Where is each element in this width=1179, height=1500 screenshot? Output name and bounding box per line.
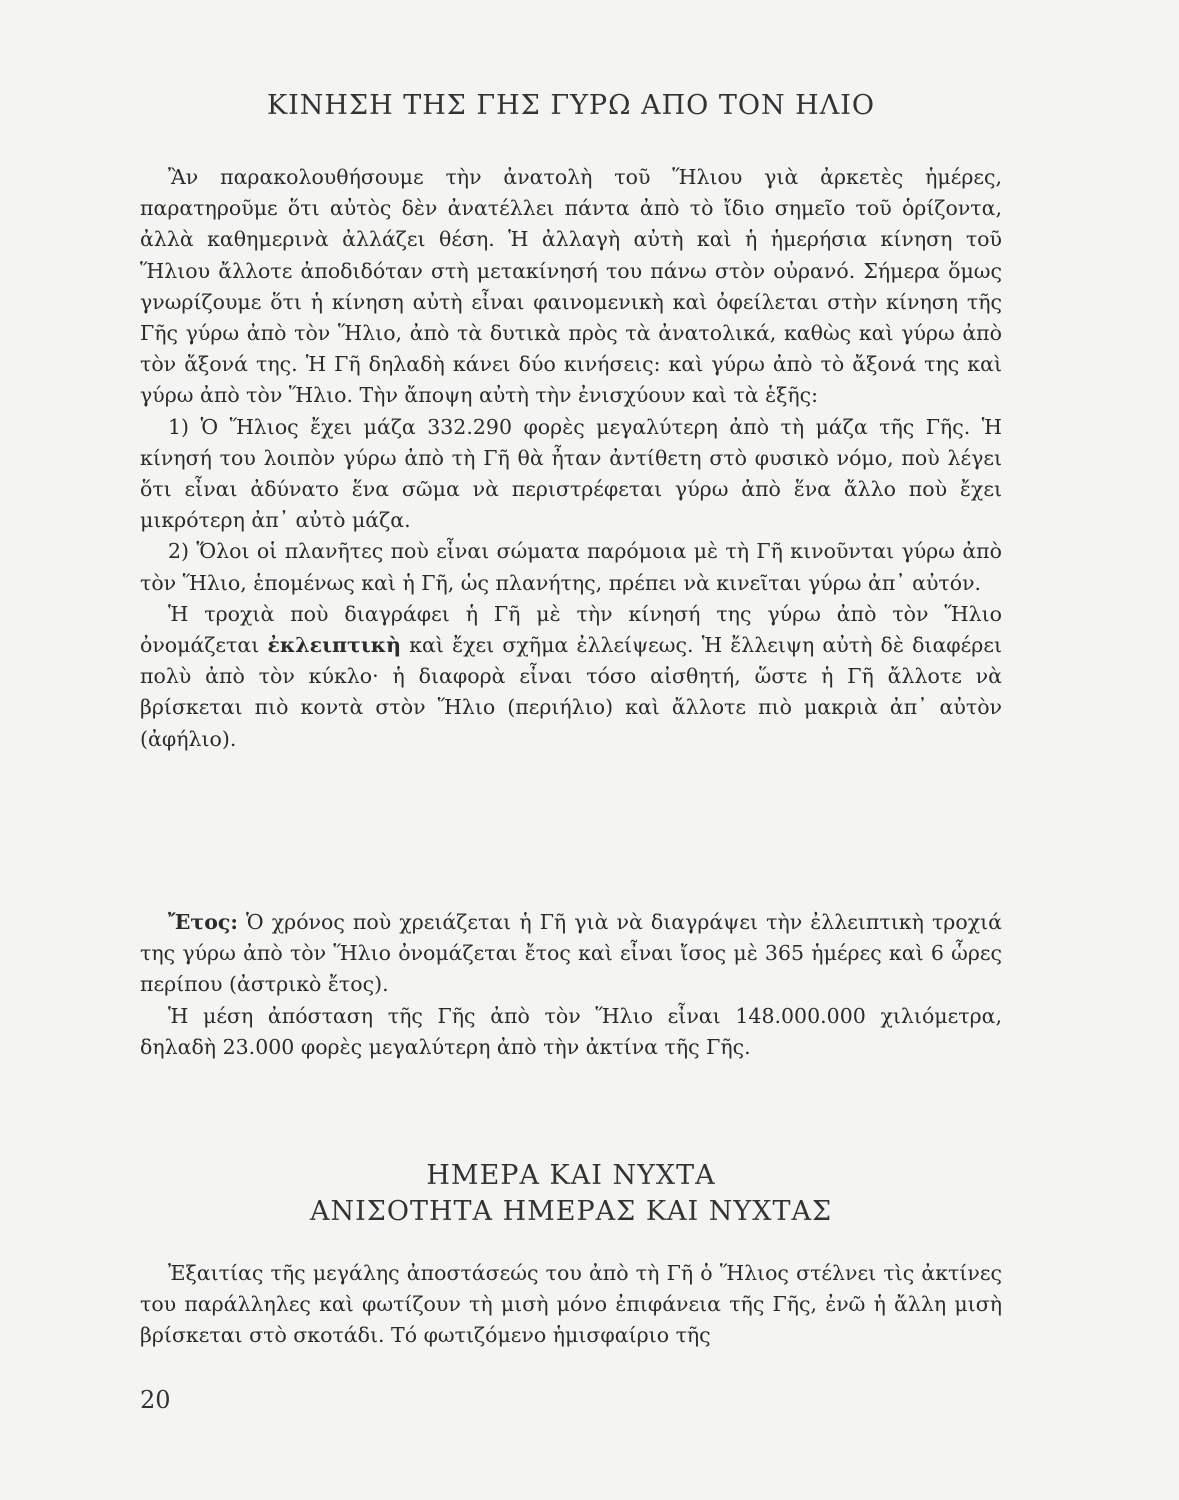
paragraph-year-definition	[140, 907, 1002, 1001]
paragraph-point-1: 1) Ὁ Ἥλιος ἔχει μάζα 332.290 φορὲς μεγαλύτερη ἀπὸ τὴ μάζα τῆς Γῆς. Ἡ κίνησή του λοιπὸν γύρω ἀπὸ τὴ Γῆ θὰ ἦταν ἀντίθετη στὸ φυσικὸ νόμο, ποὺ λέγει ὅτι εἶναι ἀδύνατο ἕνα σῶμα νὰ περιστρέφεται γύρω ἀπὸ ἕνα ἄλλο ποὺ ἔχει μικρότερη ἀπ᾿ αὐτὸ μάζα.	[140, 414, 1002, 533]
paragraph-mean-distance: Ἡ μέση ἀπόσταση τῆς Γῆς ἀπὸ τὸν Ἥλιο εἶναι 148.000.000 χιλιόμετρα, δηλαδὴ 23.000 φορὲς μεγαλύτερη ἀπὸ τὴν ἀκτίνα τῆς Γῆς.	[140, 1003, 1002, 1059]
ecliptic-text-before: Ἡ τροχιὰ ποὺ διαγράφει ἡ Γῆ μὲ τὴν κίνησή της γύρω ἀπὸ τὸν Ἥλιο ὀνομάζεται	[140, 601, 1002, 658]
paragraph-point-2: 2) Ὅλοι οἱ πλανῆτες ποὺ εἶναι σώματα παρόμοια μὲ τὴ Γῆ κινοῦνται γύρω ἀπὸ τὸν Ἥλιο, ἑπομένως καὶ ἡ Γῆ, ὡς πλανήτης, πρέπει νὰ κινεῖται γύρω ἀπ᾿ αὐτόν.	[140, 539, 1002, 595]
document-page	[140, 0, 1002, 1500]
page-number: 20	[140, 1386, 171, 1414]
section-title-line-1: ΗΜΕΡΑ ΚΑΙ ΝΥΧΤΑ	[426, 1160, 716, 1191]
paragraph-ecliptic	[140, 599, 1002, 755]
year-definition-text: Ὁ χρόνος ποὺ χρειάζεται ἡ Γῆ γιὰ νὰ διαγράψει τὴν ἐλλειπτικὴ τροχιά της γύρω ἀπὸ τὸν Ἥλιο ὀνομάζεται ἔτος καὶ εἶναι ἴσος μὲ 365 ἡμέρες καὶ 6 ὧρες περίπου (ἀστρικὸ ἔτος).	[140, 910, 1002, 997]
section-title-day-night	[140, 1158, 1002, 1230]
section-body-earth-orbit	[140, 162, 1002, 755]
ecliptic-term: ἐκλειπτικὴ	[267, 633, 402, 658]
section-title-line-2: ΑΝΙΣΟΤΗΤΑ ΗΜΕΡΑΣ ΚΑΙ ΝΥΧΤΑΣ	[309, 1196, 833, 1227]
paragraph-day-night: Ἐξαιτίας τῆς μεγάλης ἀποστάσεώς του ἀπὸ τὴ Γῆ ὁ Ἥλιος στέλνει τὶς ἀκτίνες του παράλληλες καὶ φωτίζουν τὴ μισὴ μόνο ἐπιφάνεια τῆς Γῆς, ἐνῶ ἡ ἄλλη μισὴ βρίσκεται στὸ σκοτάδι. Τό φωτιζόμενο ἡμισφαίριο τῆς	[140, 1261, 1002, 1348]
section-title-earth-orbit: ΚΙΝΗΣΗ ΤΗΣ ΓΗΣ ΓΥΡΩ ΑΠΟ ΤΟΝ ΗΛΙΟ	[266, 90, 876, 121]
ecliptic-text-after: καὶ ἔχει σχῆμα ἐλλείψεως. Ἡ ἔλλειψη αὐτὴ δὲ διαφέρει πολὺ ἀπὸ τὸν κύκλο· ἡ διαφορὰ εἶναι τόσο αἰσθητή, ὥστε ἡ Γῆ ἄλλοτε νὰ βρίσκεται πιὸ κοντὰ στὸν Ἥλιο (περιήλιο) καὶ ἄλλοτε πιὸ μακριὰ ἀπ᾿ αὐτὸν (ἀφήλιο).	[140, 633, 1002, 751]
section-body-year	[140, 907, 1002, 1063]
year-term: Ἔτος:	[168, 910, 238, 934]
paragraph-intro: Ἂν παρακολουθήσουμε τὴν ἀνατολὴ τοῦ Ἥλιου γιὰ ἀρκετὲς ἡμέρες, παρατηροῦμε ὅτι αὐτὸς δὲν ἀνατέλλει πάντα ἀπὸ τὸ ἴδιο σημεῖο τοῦ ὁρίζοντα, ἀλλὰ καθημερινὰ ἀλλάζει θέση. Ἡ ἀλλαγὴ αὐτὴ καὶ ἡ ἡμερήσια κίνηση τοῦ Ἥλιου ἄλλοτε ἀποδιδόταν στὴ μετακίνησή του πάνω στὸν οὐρανό. Σήμερα ὅμως γνωρίζουμε ὅτι ἡ κίνηση αὐτὴ εἶναι φαινομενικὴ καὶ ὀφείλεται στὴν κίνηση τῆς Γῆς γύρω ἀπὸ τὸν Ἥλιο, ἀπὸ τὰ δυτικὰ πρὸς τὰ ἀνατολικά, καθὼς καὶ γύρω ἀπὸ τὸν ἄξονά της. Ἡ Γῆ δηλαδὴ κάνει δύο κινήσεις: καὶ γύρω ἀπὸ τὸ ἄξονά της καὶ γύρω ἀπὸ τὸν Ἥλιο. Τὴν ἄποψη αὐτὴ τὴν ἐνισχύουν καὶ τὰ ἑξῆς:	[140, 165, 1002, 408]
section-body-day-night	[140, 1258, 1002, 1352]
